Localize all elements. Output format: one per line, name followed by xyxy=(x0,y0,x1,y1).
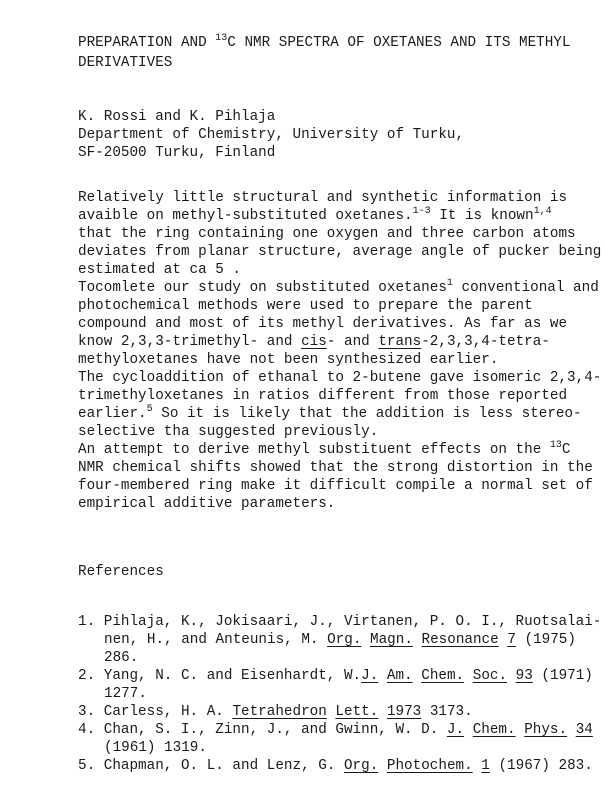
text-segment: empirical additive parameters. xyxy=(78,496,336,512)
superscript: 13 xyxy=(215,33,228,44)
text-segment xyxy=(413,632,422,648)
underlined-text: Phys. xyxy=(524,722,568,738)
text-segment: NMR chemical shifts showed that the strong distortion in the xyxy=(78,460,593,476)
superscript: 1 xyxy=(446,278,453,289)
body-line xyxy=(78,297,601,315)
underlined-text: Org. xyxy=(343,758,379,774)
text-segment: conventional and xyxy=(452,280,599,296)
author-line xyxy=(78,108,464,126)
body-line xyxy=(78,495,601,513)
body-line xyxy=(78,405,601,423)
title-line xyxy=(78,53,570,73)
text-segment: An attempt to derive methyl substituent effects on the xyxy=(78,442,550,458)
body-line xyxy=(78,459,601,477)
body-line xyxy=(78,387,601,405)
underlined-text: 1973 xyxy=(386,704,422,720)
text-segment xyxy=(464,668,473,684)
text-segment: that the ring containing one oxygen and three carbon atoms xyxy=(78,226,576,242)
text-segment: 2. Yang, N. C. and Eisenhardt, W. xyxy=(78,668,362,684)
underlined-text: cis xyxy=(301,334,327,350)
body-line xyxy=(78,315,601,333)
text-segment: photochemical methods were used to prepare the parent xyxy=(78,298,533,314)
reference-line xyxy=(78,649,601,667)
text-segment: PREPARATION AND xyxy=(78,35,216,51)
reference-item xyxy=(78,667,601,703)
underlined-text: J. xyxy=(446,722,465,738)
text-segment: 286. xyxy=(104,650,139,666)
reference-item xyxy=(78,703,601,721)
text-segment xyxy=(378,758,387,774)
underlined-text: Org. xyxy=(327,632,362,648)
text-segment: (1961) 1319. xyxy=(104,740,207,756)
body-line xyxy=(78,261,601,279)
text-segment: selective tha suggested previously. xyxy=(78,424,379,440)
reference-line xyxy=(78,685,601,703)
paper-title xyxy=(78,33,570,73)
body-line xyxy=(78,333,601,351)
text-segment xyxy=(473,758,482,774)
text-segment: earlier. xyxy=(78,406,147,422)
reference-line xyxy=(78,613,601,631)
body-line xyxy=(78,189,601,207)
superscript: 1,4 xyxy=(533,206,552,217)
text-segment: DERIVATIVES xyxy=(78,55,173,71)
underlined-text: Photochem. xyxy=(386,758,473,774)
text-segment xyxy=(361,632,370,648)
underlined-text: Resonance xyxy=(421,632,499,648)
underlined-text: 93 xyxy=(515,668,533,684)
superscript: 13 xyxy=(549,440,562,451)
text-segment: It is known xyxy=(430,208,534,224)
body-line xyxy=(78,351,601,369)
underlined-text: 7 xyxy=(507,632,516,648)
text-segment: C xyxy=(561,442,571,458)
title-line xyxy=(78,33,570,53)
underlined-text: Tetrahedron xyxy=(232,704,327,720)
references-heading: References xyxy=(78,564,164,580)
text-segment xyxy=(507,668,516,684)
text-segment: trimethyloxetanes in ratios different from those reported xyxy=(78,388,568,404)
body-line xyxy=(78,279,601,297)
text-segment: methyloxetanes have not been synthesized earlier. xyxy=(78,352,499,368)
text-segment: 1. Pihlaja, K., Jokisaari, J., Virtanen, P. O. I., Ruotsalai- xyxy=(78,614,602,630)
text-segment: 4. Chan, S. I., Zinn, J., and Gwinn, W. D. xyxy=(78,722,447,738)
underlined-text: 34 xyxy=(575,722,593,738)
text-segment xyxy=(378,704,387,720)
body-line xyxy=(78,225,601,243)
text-segment: - and xyxy=(326,334,379,350)
text-segment: 3. Carless, H. A. xyxy=(78,704,233,720)
text-segment xyxy=(516,722,525,738)
underlined-text: Magn. xyxy=(370,632,413,648)
reference-line xyxy=(78,739,601,757)
text-segment: estimated at ca 5 . xyxy=(78,262,242,278)
text-segment: Department of Chemistry, University of Turku, xyxy=(78,127,465,143)
body-line xyxy=(78,207,601,225)
underlined-text: Chem. xyxy=(472,722,516,738)
text-segment: K. Rossi and K. Pihlaja xyxy=(78,109,276,125)
superscript: 5 xyxy=(146,404,153,415)
text-segment: 3173. xyxy=(421,704,473,720)
text-segment: (1975) xyxy=(515,632,576,648)
text-segment: Tocomlete our study on substituted oxetanes xyxy=(78,280,447,296)
underlined-text: trans xyxy=(378,334,422,350)
reference-item xyxy=(78,613,601,667)
text-segment xyxy=(378,668,387,684)
author-line xyxy=(78,144,464,162)
text-segment: deviates from planar structure, average angle of pucker being xyxy=(78,244,602,260)
reference-line xyxy=(78,631,601,649)
text-segment: nen, H., and Anteunis, M. xyxy=(104,632,328,648)
text-segment: 5. Chapman, O. L. and Lenz, G. xyxy=(78,758,344,774)
author-affiliation xyxy=(78,108,464,162)
reference-line xyxy=(78,721,601,739)
reference-item xyxy=(78,721,601,757)
reference-line xyxy=(78,757,601,775)
text-segment: C NMR SPECTRA OF OXETANES AND ITS METHYL xyxy=(227,35,571,51)
text-segment: 1277. xyxy=(104,686,147,702)
text-segment: compound and most of its methyl derivatives. As far as we xyxy=(78,316,568,332)
text-segment: (1967) 283. xyxy=(489,758,593,774)
text-segment: -2,3,3,4-tetra- xyxy=(421,334,550,350)
references-section xyxy=(78,531,601,791)
underlined-text: Soc. xyxy=(472,668,508,684)
underlined-text: Lett. xyxy=(335,704,379,720)
text-segment: Relatively little structural and synthetic information is xyxy=(78,190,568,206)
text-segment: SF-20500 Turku, Finland xyxy=(78,145,276,161)
text-segment: four-membered ring make it difficult compile a normal set of xyxy=(78,478,593,494)
body-line xyxy=(78,243,601,261)
body-line xyxy=(78,441,601,459)
body-line xyxy=(78,423,601,441)
text-segment: avaible on methyl-substituted oxetanes. xyxy=(78,208,413,224)
reference-item xyxy=(78,757,601,775)
text-segment xyxy=(464,722,473,738)
reference-line xyxy=(78,703,601,721)
underlined-text: Chem. xyxy=(421,668,465,684)
underlined-text: 1 xyxy=(481,758,490,774)
reference-line xyxy=(78,667,601,685)
author-line xyxy=(78,126,464,144)
body-line xyxy=(78,369,601,387)
references-list xyxy=(78,613,601,775)
underlined-text: J. xyxy=(361,668,379,684)
text-segment: (1971) xyxy=(532,668,593,684)
abstract-body xyxy=(78,189,601,513)
text-segment xyxy=(567,722,576,738)
text-segment: So it is likely that the addition is less stereo- xyxy=(152,406,582,422)
text-segment: know 2,3,3-trimethyl- and xyxy=(78,334,302,350)
superscript: 1-3 xyxy=(412,206,431,217)
text-segment: The cycloaddition of ethanal to 2-butene gave isomeric 2,3,4- xyxy=(78,370,602,386)
text-segment xyxy=(413,668,422,684)
body-line xyxy=(78,477,601,495)
underlined-text: Am. xyxy=(386,668,413,684)
